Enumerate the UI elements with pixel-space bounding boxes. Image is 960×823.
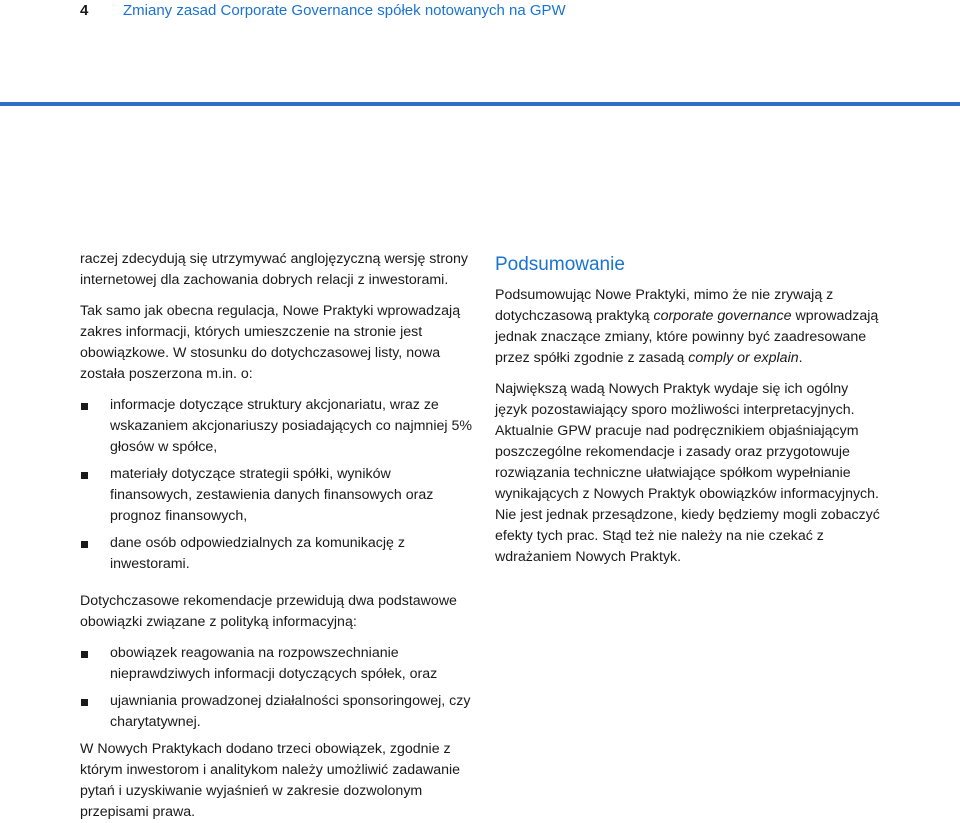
paragraph: Tak samo jak obecna regulacja, Nowe Praktyki wprowadzają zakres informacji, których umieszczenie na stronie jest obowiązkowe. W stosunku do dotychczasowej listy, nowa została poszerzona m.in. o: (80, 303, 461, 382)
left-column-top (80, 249, 475, 581)
list-item (80, 464, 475, 527)
paragraph (495, 285, 880, 369)
paragraph: Dotychczasowe rekomendacje przewidują dwa podstawowe obowiązki związane z polityką informacyjną: (80, 593, 457, 630)
page-number: 4 (80, 2, 89, 19)
bullet-list (80, 643, 475, 733)
italic-term: comply or explain (688, 350, 799, 366)
header-rule (0, 102, 960, 106)
square-bullet-icon (81, 699, 88, 706)
list-item-text: materiały dotyczące strategii spółki, wyników finansowych, zestawienia danych finansowych oraz prognoz finansowych, (110, 466, 434, 524)
list-item-text: informacje dotyczące struktury akcjonariatu, wraz ze wskazaniem akcjonariuszy posiadających co najmniej 5% głosów w spółce, (110, 397, 472, 455)
list-item (80, 533, 475, 575)
paragraph: raczej zdecydują się utrzymywać anglojęzyczną wersję strony internetowej dla zachowania dobrych relacji z inwestorami. (80, 251, 468, 288)
square-bullet-icon (81, 472, 88, 479)
left-column-bottom (80, 591, 475, 823)
italic-term: corporate governance (653, 308, 792, 324)
paragraph: Największą wadą Nowych Praktyk wydaje się ich ogólny język pozostawiający sporo możliwości interpretacyjnych. Aktualnie GPW pracuje nad podręcznikiem objaśniającym poszczególne rekomendacje i zasady oraz przygotowuje rozwiązania techniczne ułatwiające spółkom wypełnianie wynikających z Nowych Praktyk obowiązków informacyjnych. Nie jest jednak przesądzone, kiedy będziemy mogli zobaczyć efekty tych prac. Stąd też nie należy na nie czekać z wdrażaniem Nowych Praktyk. (495, 381, 880, 565)
page-header (0, 0, 960, 106)
right-column (495, 253, 880, 568)
paragraph: W Nowych Praktykach dodano trzeci obowiązek, zgodnie z którym inwestorom i analitykom należy umożliwić zadawanie pytań i uzyskiwanie wyjaśnień w zakresie dozwolonym przepisami prawa. (80, 741, 461, 820)
list-item-text: obowiązek reagowania na rozpowszechnianie nieprawdziwych informacji dotyczących spółek, oraz (110, 645, 438, 682)
square-bullet-icon (81, 403, 88, 410)
list-item (80, 691, 475, 733)
square-bullet-icon (81, 541, 88, 548)
list-item (80, 395, 475, 458)
text-run: Podsumowując Nowe Praktyki, mimo że nie zrywają z dotychczasową praktyką (495, 287, 834, 324)
text-run: . (798, 350, 803, 366)
bullet-list (80, 395, 475, 575)
running-title: Zmiany zasad Corporate Governance spółek notowanych na GPW (123, 2, 566, 19)
square-bullet-icon (81, 651, 88, 658)
list-item-text: dane osób odpowiedzialnych za komunikację z inwestorami. (110, 535, 405, 572)
list-item (80, 643, 475, 685)
section-heading: Podsumowanie (495, 254, 625, 275)
list-item-text: ujawniania prowadzonej działalności sponsoringowej, czy charytatywnej. (110, 693, 471, 730)
text-run: wprowadzają jednak znaczące zmiany, które powinny być zaadresowane przez spółki zgodnie z zasadą (495, 308, 879, 366)
